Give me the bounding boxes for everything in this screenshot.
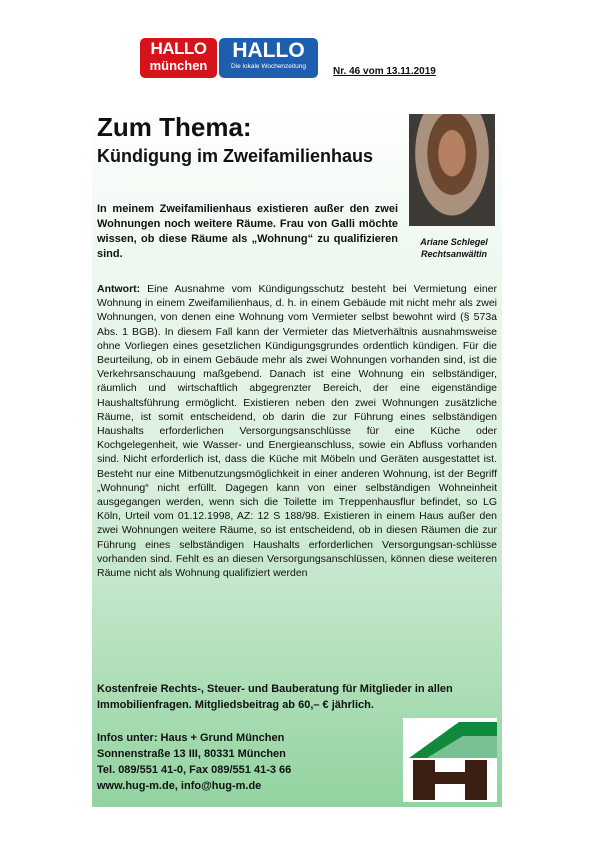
logo2-bottom-text: Die lokale Wochenzeitung — [219, 62, 318, 72]
contact-block — [97, 730, 387, 794]
contact-line-1: Infos unter: Haus + Grund München — [97, 732, 285, 744]
hg-logo-h-left — [413, 760, 435, 800]
contact-line-4[interactable]: www.hug-m.de, info@hug-m.de — [97, 780, 262, 792]
author-photo — [409, 114, 495, 226]
membership-note: Kostenfreie Rechts-, Steuer- und Bauberatung für Mitglieder in allen Immobilienfragen. Mitgliedsbeitrag ab 60,– € jährlich. — [97, 683, 453, 711]
hg-logo-h-right — [465, 760, 487, 800]
contact-line-3: Tel. 089/551 41-0, Fax 089/551 41-3 66 — [97, 764, 292, 776]
haus-und-grund-logo — [403, 718, 497, 802]
headline: Zum Thema: — [97, 112, 252, 142]
answer-body — [97, 282, 497, 580]
answer-label: Antwort: — [97, 283, 141, 295]
subhead: Kündigung im Zweifamilienhaus — [97, 146, 374, 166]
answer-text: Eine Ausnahme vom Kündigungsschutz besteht bei Vermietung einer Wohnung in einem Zweifamilienhaus, d. h. in einem Gebäude mit nicht mehr als zwei Wohnungen, von denen eine Wohnung vom Vermieter selbst bewohnt wird (§ 573a Abs. 1 BGB). In diesem Fall kann der Vermieter das Mietverhältnis ausnahmsweise ohne Vorliegen eines gesetzlichen Kündigungsgrundes ordentlich kündigen. Für die Beurteilung, ob in einem Gebäude mehr als zwei Wohnungen vorhanden sind, ist die Verkehrsanschauung maßgebend. Danach ist eine Wohnung ein selbständiger, räumlich und wirtschaftlich abgegrenzter Bereich, der eine eigenständige Haushaltsführung ermöglicht. Existieren neben den zwei Wohnungen zusätzliche Räume, ist somit entscheidend, ob darin die zur Führung eines selbständigen Haushalts erforderlichen Versorgungsanschlüsse für eine Küche oder Kochgelegenheit, wie Wasser- und Energieanschluss, sowie ein Abfluss vorhanden sind. Nicht erforderlich ist, dass die Küche mit Möbeln und Geräten ausgestattet ist. Besteht nur eine Mitbenutzungsmöglichkeit in einer anderen Wohnung, ist der Begriff „Wohnung“ nicht erfüllt. Dagegen kann von einer selbständigen Wohneinheit ausgegangen werden, wenn sich die Toilette im Treppenhausflur befindet, so LG Köln, Urteil vom 01.12.1998, AZ: 12 S 188/98. Existieren in einem Haus außer den zwei Wohnungen weitere Räume, so ist entscheidend, ob in diesen Räumen die zur Führung eines selbständigen Haushalts erforderlichen Versorgungsan-schlüsse vorhanden sind. Fehlt es an diesen Versorgungsanschlüssen, können diese weiteren Räume nicht als Wohnung qualifiziert werden — [97, 283, 498, 580]
issue-date: Nr. 46 vom 13.11.2019 — [333, 66, 436, 77]
logo2-top-text: HALLO — [232, 39, 305, 62]
hallo-muenchen-logo — [140, 38, 217, 78]
contact-line-2: Sonnenstraße 13 III, 80331 München — [97, 748, 286, 760]
hallo-wochenzeitung-logo — [219, 38, 318, 78]
logo1-bottom-text: münchen — [149, 58, 208, 73]
question-intro: In meinem Zweifamilienhaus existieren außer den zwei Wohnungen noch weitere Räume. Frau von Galli möchte wissen, ob diese Räume als „Wohnung“ zu qualifizieren sind. — [97, 203, 398, 260]
author-title: Rechtsanwältin — [420, 249, 487, 259]
author-caption — [409, 236, 499, 260]
author-name: Ariane Schlegel — [420, 237, 488, 247]
logo1-top-text: HALLO — [150, 39, 207, 58]
hg-logo-h-bar — [435, 772, 465, 784]
